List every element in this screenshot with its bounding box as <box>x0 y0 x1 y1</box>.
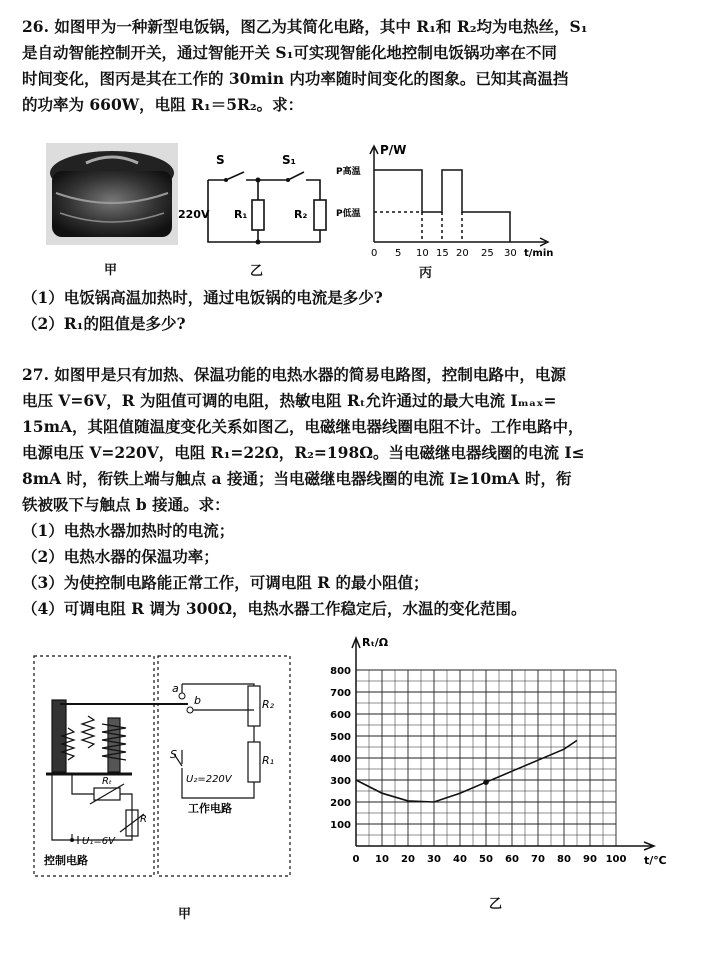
r2-label: R₂ <box>262 698 275 711</box>
x-tick-label: 100 <box>605 854 627 865</box>
q27-line: 电压 V=6V，R 为阻值可调的电阻，热敏电阻 Rₜ允许通过的最大电流 Iₘₐₓ= <box>22 391 557 410</box>
y-tick-label: 400 <box>330 754 351 765</box>
y-tick-label: 100 <box>330 820 351 831</box>
q26-line: 26. 如图甲为一种新型电饭锅，图乙为其简化电路，其中 R₁和 R₂均为电热丝，S₁ <box>22 17 588 36</box>
marked-point <box>483 779 489 785</box>
rice-cooker-photo <box>46 143 178 249</box>
q27-question: （1）电热水器加热时的电流； <box>22 521 235 540</box>
y-tick-label: 300 <box>330 776 351 787</box>
q27-question: （2）电热水器的保温功率； <box>22 547 219 566</box>
t-tick: 0 <box>371 248 378 259</box>
r1-label: R₁ <box>234 208 248 221</box>
t-tick: 5 <box>395 248 402 259</box>
t-tick: 30 <box>504 248 517 259</box>
x-tick-label: 30 <box>427 854 441 865</box>
chart-xlabel: t/℃ <box>644 854 667 867</box>
q26-question: （1）电饭锅高温加热时，通过电饭锅的电流是多少? <box>22 288 383 307</box>
switch-s1-label: S₁ <box>282 153 296 167</box>
y-tick-label: 600 <box>330 710 351 721</box>
t-tick: 15 <box>436 248 449 259</box>
voltage-label: 220V <box>178 208 210 221</box>
x-tick-label: 80 <box>557 854 571 865</box>
r1-label: R₁ <box>262 754 275 767</box>
contact-b-label: b <box>194 694 201 707</box>
fig-yi-label: 乙 <box>250 264 264 279</box>
q26-question: （2）R₁的阻值是多少? <box>22 314 186 333</box>
fig-jia-label: 甲 <box>104 263 118 278</box>
fig27-jia-label: 甲 <box>178 907 192 922</box>
power-time-graph <box>336 142 566 266</box>
r-label: R <box>140 814 147 825</box>
t-tick: 25 <box>481 248 494 259</box>
switch-s-label: S <box>170 748 177 761</box>
switch-s-label: S <box>216 153 225 167</box>
q27-line: 27. 如图甲是只有加热、保温功能的电热水器的简易电路图，控制电路中，电源 <box>22 365 566 384</box>
graph-xlabel: t/min <box>524 248 554 259</box>
y-tick-label: 500 <box>330 732 351 743</box>
chart-ylabel: Rₜ/Ω <box>362 636 389 649</box>
t-tick: 10 <box>416 248 429 259</box>
x-tick-label: 60 <box>505 854 519 865</box>
p-low-label: P低温 <box>336 209 361 219</box>
x-tick-label: 50 <box>479 854 493 865</box>
fig27-yi-label: 乙 <box>489 897 503 912</box>
p-high-label: P高温 <box>336 167 361 177</box>
q26-stem <box>22 14 682 118</box>
x-tick-label: 0 <box>352 854 360 865</box>
control-circuit-label: 控制电路 <box>44 854 88 867</box>
q27-stem <box>22 362 682 622</box>
q27-line: 8mA 时，衔铁上端与触点 a 接通；当电磁继电器线圈的电流 I≥10mA 时，衔 <box>22 469 572 488</box>
graph-ylabel: P/W <box>380 143 407 157</box>
t-tick: 20 <box>456 248 469 259</box>
work-circuit-label: 工作电路 <box>188 802 232 815</box>
rice-cooker-circuit <box>178 150 330 264</box>
q27-line: 电源电压 V=220V，电阻 R₁=22Ω，R₂=198Ω。当电磁继电器线圈的电流 I≤ <box>22 443 585 462</box>
q26-line: 的功率为 660W，电阻 R₁＝5R₂。求： <box>22 95 304 114</box>
fig-bing-label: 丙 <box>419 266 433 281</box>
x-tick-label: 10 <box>375 854 389 865</box>
q26-line: 时间变化，图丙是其在工作的 30min 内功率随时间变化的图象。已知其高温挡 <box>22 69 569 88</box>
rt-label: Rₜ <box>102 776 112 787</box>
q27-line: 铁被吸下与触点 b 接通。求： <box>22 495 230 514</box>
y-tick-label: 200 <box>330 798 351 809</box>
y-tick-label: 700 <box>330 688 351 699</box>
q27-line: 15mA，其阻值随温度变化关系如图乙，电磁继电器线圈电阻不计。工作电路中， <box>22 417 584 436</box>
x-tick-label: 70 <box>531 854 545 865</box>
q27-question: （3）为使控制电路能正常工作，可调电阻 R 的最小阻值； <box>22 573 429 592</box>
q26-line: 是自动智能控制开关，通过智能开关 S₁可实现智能化地控制电饭锅功率在不同 <box>22 43 557 62</box>
u2-label: U₂=220V <box>186 774 232 785</box>
r2-label: R₂ <box>294 208 308 221</box>
contact-a-label: a <box>172 682 179 695</box>
x-tick-label: 90 <box>583 854 597 865</box>
x-tick-label: 40 <box>453 854 467 865</box>
q26-questions <box>22 285 682 337</box>
y-tick-label: 800 <box>330 666 351 677</box>
rt-temperature-chart <box>322 632 682 884</box>
relay-circuit <box>32 650 294 886</box>
rt-curve <box>356 740 577 802</box>
u1-label: U₁=6V <box>82 836 115 847</box>
q27-question: （4）可调电阻 R 调为 300Ω，电热水器工作稳定后，水温的变化范围。 <box>22 599 527 618</box>
x-tick-label: 20 <box>401 854 415 865</box>
